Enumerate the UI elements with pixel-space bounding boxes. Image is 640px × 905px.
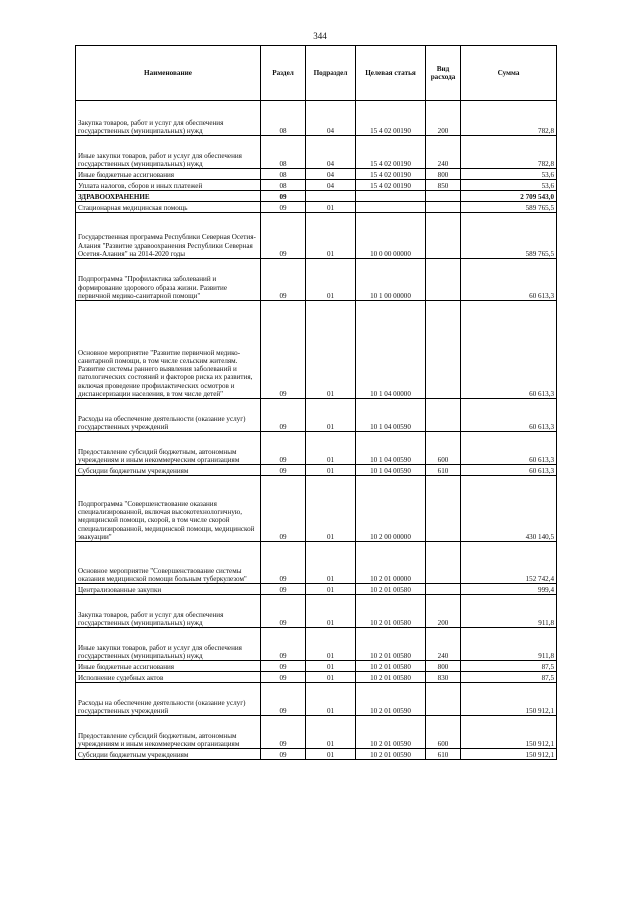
cell-amount: 589 765,5 (461, 202, 557, 213)
cell-expense-type (426, 476, 461, 542)
cell-subsection: 01 (306, 432, 356, 465)
cell-name: Подпрограмма "Совершенствование оказания специализированной, включая высокотехнологичную, медицинской помощи, скорой, в том числе скорой специализированной, медицинской помощи, медицинской эвакуации" (76, 476, 261, 542)
cell-amount: 53,6 (461, 169, 557, 180)
cell-target: 10 1 04 00000 (356, 301, 426, 399)
cell-amount: 430 140,5 (461, 476, 557, 542)
cell-name: Основное мероприятие "Развитие первичной медико-санитарной помощи, в том числе сельским жителям. Развитие системы раннего выявления заболеваний и патологических состояний и факторов риска их развития, включая проведение профилактических осмотров и диспансеризации населения, в том числе детей" (76, 301, 261, 399)
cell-subsection: 01 (306, 399, 356, 432)
cell-section: 09 (261, 542, 306, 584)
cell-section: 08 (261, 169, 306, 180)
cell-target: 10 2 01 00590 (356, 716, 426, 749)
table-row (76, 101, 557, 136)
cell-section: 09 (261, 476, 306, 542)
cell-amount: 60 613,3 (461, 399, 557, 432)
cell-name: ЗДРАВООХРАНЕНИЕ (76, 191, 261, 202)
cell-amount: 53,6 (461, 180, 557, 191)
cell-expense-type: 600 (426, 716, 461, 749)
cell-expense-type (426, 213, 461, 259)
cell-section: 09 (261, 259, 306, 301)
cell-name: Иные бюджетные ассигнования (76, 169, 261, 180)
table-row (76, 584, 557, 595)
cell-target: 15 4 02 00190 (356, 180, 426, 191)
cell-expense-type: 610 (426, 465, 461, 476)
cell-section: 09 (261, 716, 306, 749)
cell-subsection: 04 (306, 136, 356, 169)
cell-target: 10 1 00 00000 (356, 259, 426, 301)
cell-target: 10 0 00 00000 (356, 213, 426, 259)
cell-amount: 911,8 (461, 628, 557, 661)
table-row (76, 213, 557, 259)
column-header-amount: Сумма (461, 46, 557, 101)
cell-subsection: 04 (306, 101, 356, 136)
cell-section: 09 (261, 595, 306, 628)
cell-amount: 87,5 (461, 661, 557, 672)
cell-name: Уплата налогов, сборов и иных платежей (76, 180, 261, 191)
table-row (76, 432, 557, 465)
cell-expense-type (426, 301, 461, 399)
cell-subsection: 01 (306, 716, 356, 749)
column-header-name: Наименование (76, 46, 261, 101)
cell-target: 15 4 02 00190 (356, 169, 426, 180)
cell-target: 10 2 01 00580 (356, 595, 426, 628)
table-row (76, 672, 557, 683)
cell-target: 10 2 00 00000 (356, 476, 426, 542)
cell-subsection: 01 (306, 595, 356, 628)
cell-section: 09 (261, 683, 306, 716)
cell-amount: 911,8 (461, 595, 557, 628)
cell-amount: 150 912,1 (461, 683, 557, 716)
table-row (76, 301, 557, 399)
table-row (76, 542, 557, 584)
cell-name: Предоставление субсидий бюджетным, автономным учреждениям и иным некоммерческим организациям (76, 716, 261, 749)
cell-subsection: 04 (306, 180, 356, 191)
table-row (76, 476, 557, 542)
cell-target: 10 1 04 00590 (356, 432, 426, 465)
cell-amount: 782,8 (461, 101, 557, 136)
cell-target: 10 1 04 00590 (356, 399, 426, 432)
cell-expense-type (426, 202, 461, 213)
cell-section: 09 (261, 584, 306, 595)
cell-name: Предоставление субсидий бюджетным, автономным учреждениям и иным некоммерческим организациям (76, 432, 261, 465)
cell-subsection: 01 (306, 672, 356, 683)
table-row (76, 749, 557, 760)
cell-subsection: 01 (306, 661, 356, 672)
cell-section: 09 (261, 661, 306, 672)
cell-expense-type: 800 (426, 661, 461, 672)
cell-name: Иные бюджетные ассигнования (76, 661, 261, 672)
column-header-expense-type: Вид расхода (426, 46, 461, 101)
cell-subsection: 01 (306, 749, 356, 760)
cell-amount: 150 912,1 (461, 716, 557, 749)
table-row (76, 399, 557, 432)
table-row (76, 628, 557, 661)
cell-target (356, 202, 426, 213)
budget-table (75, 45, 557, 760)
cell-amount: 60 613,3 (461, 259, 557, 301)
cell-expense-type: 830 (426, 672, 461, 683)
cell-target: 10 2 01 00580 (356, 661, 426, 672)
cell-subsection: 01 (306, 465, 356, 476)
cell-target: 10 2 01 00580 (356, 584, 426, 595)
cell-target: 10 2 01 00580 (356, 628, 426, 661)
cell-subsection: 01 (306, 202, 356, 213)
cell-expense-type (426, 399, 461, 432)
cell-section: 09 (261, 465, 306, 476)
cell-target: 10 2 01 00590 (356, 683, 426, 716)
cell-name: Закупка товаров, работ и услуг для обеспечения государственных (муниципальных) нужд (76, 595, 261, 628)
table-row (76, 683, 557, 716)
cell-name: Исполнение судебных актов (76, 672, 261, 683)
header-row (76, 46, 557, 101)
cell-expense-type: 600 (426, 432, 461, 465)
cell-expense-type (426, 683, 461, 716)
cell-target: 15 4 02 00190 (356, 101, 426, 136)
cell-subsection: 01 (306, 259, 356, 301)
cell-target: 10 2 01 00590 (356, 749, 426, 760)
cell-name: Стационарная медицинская помощь (76, 202, 261, 213)
cell-amount: 87,5 (461, 672, 557, 683)
cell-target: 10 2 01 00000 (356, 542, 426, 584)
column-header-subsection: Подраздел (306, 46, 356, 101)
cell-name: Расходы на обеспечение деятельности (оказание услуг) государственных учреждений (76, 683, 261, 716)
table-row (76, 180, 557, 191)
cell-section: 09 (261, 301, 306, 399)
cell-section: 09 (261, 399, 306, 432)
cell-expense-type (426, 542, 461, 584)
table-row (76, 259, 557, 301)
table-body (76, 101, 557, 760)
cell-section: 08 (261, 136, 306, 169)
cell-target (356, 191, 426, 202)
cell-amount: 60 613,3 (461, 465, 557, 476)
cell-section: 09 (261, 628, 306, 661)
table-row (76, 716, 557, 749)
table-row (76, 169, 557, 180)
cell-expense-type: 610 (426, 749, 461, 760)
cell-subsection: 01 (306, 683, 356, 716)
table-row (76, 191, 557, 202)
cell-subsection: 01 (306, 628, 356, 661)
column-header-section: Раздел (261, 46, 306, 101)
cell-subsection: 01 (306, 301, 356, 399)
page-number: 344 (313, 31, 327, 41)
cell-name: Основное мероприятие "Совершенствование системы оказания медицинской помощи больным туберкулезом" (76, 542, 261, 584)
cell-expense-type: 850 (426, 180, 461, 191)
cell-subsection: 01 (306, 584, 356, 595)
cell-section: 09 (261, 672, 306, 683)
cell-expense-type: 200 (426, 595, 461, 628)
cell-expense-type (426, 584, 461, 595)
cell-name: Подпрограмма "Профилактика заболеваний и формирование здорового образа жизни. Развитие первичной медико-санитарной помощи" (76, 259, 261, 301)
cell-name: Расходы на обеспечение деятельности (оказание услуг) государственных учреждений (76, 399, 261, 432)
cell-subsection: 01 (306, 213, 356, 259)
cell-expense-type: 800 (426, 169, 461, 180)
cell-amount: 999,4 (461, 584, 557, 595)
cell-target: 15 4 02 00190 (356, 136, 426, 169)
cell-expense-type (426, 191, 461, 202)
cell-name: Государственная программа Республики Северная Осетия-Алания "Развитие здравоохранения Республики Северная Осетия-Алания" на 2014-2020 годы (76, 213, 261, 259)
cell-amount: 589 765,5 (461, 213, 557, 259)
table-row (76, 661, 557, 672)
cell-target: 10 1 04 00590 (356, 465, 426, 476)
cell-name: Субсидии бюджетным учреждениям (76, 749, 261, 760)
table-row (76, 202, 557, 213)
cell-subsection: 04 (306, 169, 356, 180)
cell-section: 09 (261, 749, 306, 760)
cell-expense-type: 240 (426, 628, 461, 661)
cell-expense-type (426, 259, 461, 301)
cell-name: Субсидии бюджетным учреждениям (76, 465, 261, 476)
cell-amount: 60 613,3 (461, 301, 557, 399)
cell-section: 09 (261, 191, 306, 202)
cell-amount: 60 613,3 (461, 432, 557, 465)
column-header-target: Целевая статья (356, 46, 426, 101)
cell-subsection (306, 191, 356, 202)
cell-subsection: 01 (306, 542, 356, 584)
table-row (76, 136, 557, 169)
cell-subsection: 01 (306, 476, 356, 542)
cell-amount: 782,8 (461, 136, 557, 169)
cell-expense-type: 200 (426, 101, 461, 136)
cell-target: 10 2 01 00580 (356, 672, 426, 683)
cell-section: 09 (261, 202, 306, 213)
table-row (76, 465, 557, 476)
cell-section: 09 (261, 213, 306, 259)
cell-section: 08 (261, 101, 306, 136)
cell-section: 08 (261, 180, 306, 191)
cell-name: Централизованные закупки (76, 584, 261, 595)
cell-name: Закупка товаров, работ и услуг для обеспечения государственных (муниципальных) нужд (76, 101, 261, 136)
cell-amount: 2 709 543,0 (461, 191, 557, 202)
cell-section: 09 (261, 432, 306, 465)
cell-name: Иные закупки товаров, работ и услуг для обеспечения государственных (муниципальных) нужд (76, 628, 261, 661)
cell-name: Иные закупки товаров, работ и услуг для обеспечения государственных (муниципальных) нужд (76, 136, 261, 169)
cell-amount: 152 742,4 (461, 542, 557, 584)
table-row (76, 595, 557, 628)
cell-expense-type: 240 (426, 136, 461, 169)
cell-amount: 150 912,1 (461, 749, 557, 760)
